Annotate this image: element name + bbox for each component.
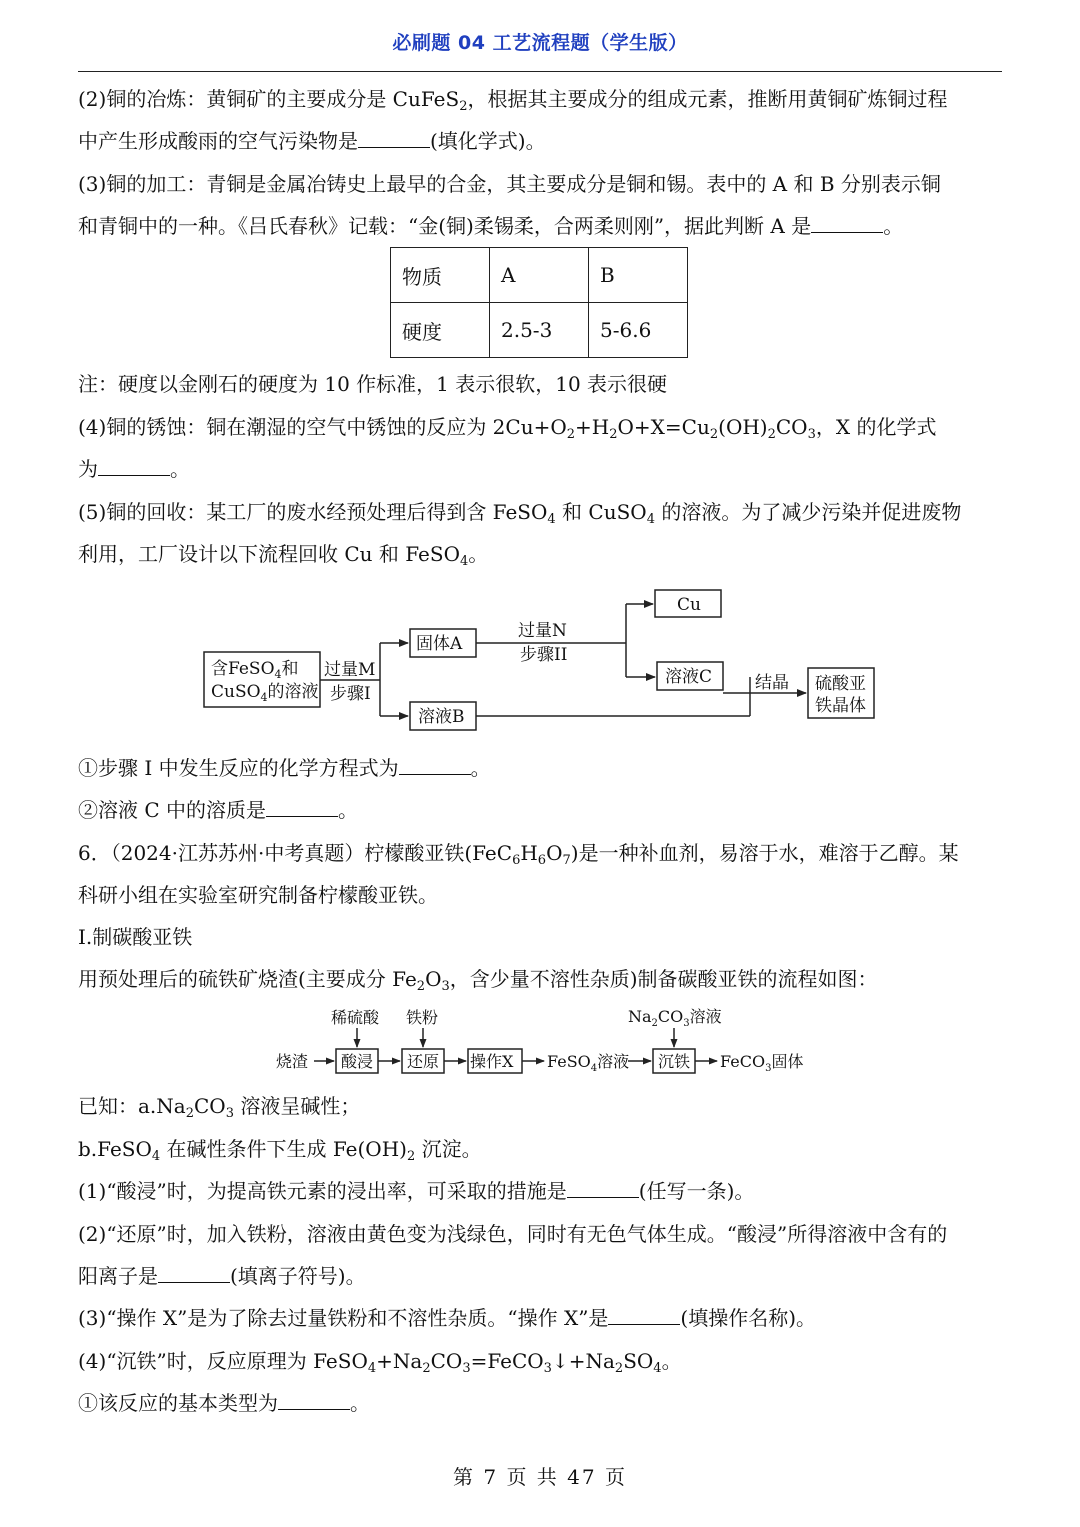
operation-x-label: 操作X <box>470 1052 514 1071</box>
answer-blank[interactable] <box>278 1391 350 1410</box>
table-cell: 5-6.6 <box>589 303 688 358</box>
table-cell: 2.5-3 <box>490 303 589 358</box>
q2-line-2: 中产生形成酸雨的空气污染物是 (填化学式)。 <box>78 129 546 153</box>
step-1-label: 步骤I <box>330 684 371 704</box>
solution-b-label: 溶液B <box>418 707 465 727</box>
q6-sub-2-line-1: (2)“还原”时，加入铁粉，溶液由黄色变为浅绿色，同时有无色气体生成。“酸浸”所得溶液中含有的 <box>78 1222 948 1246</box>
slag-label: 烧渣 <box>276 1052 309 1071</box>
reduce-label: 还原 <box>407 1052 440 1071</box>
reagent-m-label: 过量M <box>324 660 376 680</box>
iron-powder-label: 铁粉 <box>406 1008 439 1027</box>
answer-blank[interactable] <box>266 798 338 817</box>
start-line-2: CuSO$_4$的溶液 <box>211 682 319 704</box>
q6-sub-2-line-2: 阳离子是 (填离子符号)。 <box>78 1264 366 1288</box>
known-a: 已知：$a.Na_2CO_3$ 溶液呈碱性； <box>78 1094 361 1121</box>
acid-leach-label: 酸浸 <box>341 1052 374 1071</box>
answer-blank[interactable] <box>567 1179 639 1198</box>
q5-sub-2: ②溶液 C 中的溶质是 。 <box>78 798 359 822</box>
q5-sub-1: ①步骤 I 中发生反应的化学方程式为 。 <box>78 756 491 780</box>
answer-blank[interactable] <box>158 1264 230 1283</box>
q6-sub-4: (4)“沉铁”时，反应原理为 $FeSO_4+Na_2CO_3=FeCO_3↓+Na_2SO_4$。 <box>78 1349 682 1376</box>
precipitate-label: 沉铁 <box>658 1052 691 1071</box>
table-cell: 硬度 <box>391 303 490 358</box>
answer-blank[interactable] <box>608 1306 680 1325</box>
q2-line-1: (2)铜的冶炼：黄铜矿的主要成分是 CuFeS$_2$，根据其主要成分的组成元素，推断用黄铜矿炼铜过程 <box>78 87 948 114</box>
feco3-solid-label: FeCO$_3$固体 <box>720 1052 804 1074</box>
q6-sub-3: (3)“操作 X”是为了除去过量铁粉和不溶性杂质。“操作 X”是 (填操作名称)。 <box>78 1306 817 1330</box>
cu-label: Cu <box>677 595 701 615</box>
copper-recovery-flow-diagram <box>0 0 1080 740</box>
q4-line-2: 为 。 <box>78 457 190 481</box>
product-line-1: 硫酸亚 <box>815 674 866 694</box>
q6-sub-1: (1)“酸浸”时，为提高铁元素的浸出率，可采取的措施是 (任写一条)。 <box>78 1179 755 1203</box>
table-note: 注：硬度以金刚石的硬度为 10 作标准，1 表示很软，10 表示很硬 <box>78 372 668 396</box>
page-header-title: 必刷题 04 工艺流程题（学生版） <box>392 32 688 54</box>
iron-carbonate-flow-diagram <box>0 1000 1080 1085</box>
q5-line-1: (5)铜的回收：某工厂的废水经预处理后得到含 FeSO$_4$ 和 CuSO$_4$ 的溶液。为了减少污染并促进废物 <box>78 500 962 527</box>
solid-a-label: 固体A <box>416 634 463 654</box>
step-2-label: 步骤II <box>520 645 568 665</box>
na2co3-label: $Na_2CO_3$溶液 <box>628 1007 722 1029</box>
table-cell: B <box>589 248 688 303</box>
start-line-1: 含FeSO$_4$和 <box>211 659 299 681</box>
q6-line-3: 用预处理后的硫铁矿烧渣(主要成分 $Fe_2O_3$，含少量不溶性杂质)制备碳酸亚铁的流程如图： <box>78 967 878 994</box>
reagent-n-label: 过量N <box>518 621 567 641</box>
page-footer: 第 7 页 共 47 页 <box>453 1465 627 1489</box>
q6-part-1-title: I.制碳酸亚铁 <box>78 925 193 949</box>
q3-line-2: 和青铜中的一种。《吕氏春秋》记载：“金(铜)柔锡柔，合两柔则刚”，据此判断 A 是 。 <box>78 214 904 238</box>
answer-blank[interactable] <box>399 756 471 775</box>
feso4-solution-label: FeSO$_4$溶液 <box>547 1052 630 1074</box>
table-cell: A <box>490 248 589 303</box>
known-b: b.FeSO$_4$ 在碱性条件下生成 $Fe(OH)_2$ 沉淀。 <box>78 1137 482 1164</box>
q4-line-1: (4)铜的锈蚀：铜在潮湿的空气中锈蚀的反应为 $2Cu+O_2+H_2O+X=Cu_2(OH)_2CO_3$，X 的化学式 <box>78 415 937 442</box>
solution-c-label: 溶液C <box>665 667 713 687</box>
q5-line-2: 利用，工厂设计以下流程回收 Cu 和 FeSO$_4$。 <box>78 542 489 569</box>
acid-label: 稀硫酸 <box>331 1008 380 1027</box>
q3-line-1: (3)铜的加工：青铜是金属冶铸史上最早的合金，其主要成分是铜和锡。表中的 A 和 B 分别表示铜 <box>78 172 941 196</box>
q6-sub-4-1: ①该反应的基本类型为 。 <box>78 1391 370 1415</box>
q6-line-2: 科研小组在实验室研究制备柠檬酸亚铁。 <box>78 883 438 907</box>
table-cell: 物质 <box>391 248 490 303</box>
product-line-2: 铁晶体 <box>815 696 866 716</box>
crystallize-label: 结晶 <box>755 673 789 693</box>
q6-line-1: 6．（2024·江苏苏州·中考真题）柠檬酸亚铁$(FeC_6H_6O_7)$是一种补血剂，易溶于水，难溶于乙醇。某 <box>78 841 959 868</box>
